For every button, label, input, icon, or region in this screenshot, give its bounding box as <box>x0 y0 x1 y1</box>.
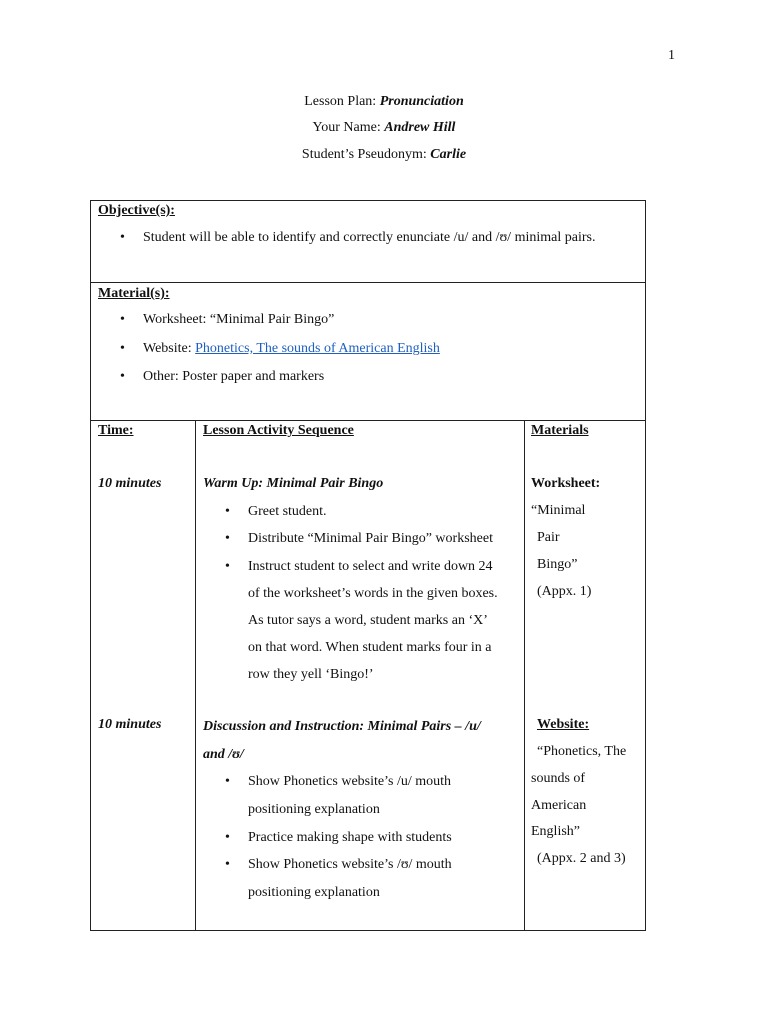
row2-materials-line: American <box>531 798 587 813</box>
row1-bullet-continued: row they yell ‘Bingo!’ <box>248 667 374 682</box>
row1-bullet-continued: on that word. When student marks four in a <box>248 640 492 655</box>
materials-heading: Material(s): <box>98 286 170 301</box>
row1-bullet: • Greet student. <box>248 503 327 521</box>
row2-bullet-continued: positioning explanation <box>248 885 380 900</box>
student-pseudonym: Student’s Pseudonym: Carlie <box>301 147 467 162</box>
row2-bullet: • Practice making shape with students <box>248 829 452 847</box>
row2-bullet: • Show Phonetics website’s /ʊ/ mouth <box>248 856 452 874</box>
row1-materials-line: “Minimal <box>531 503 586 518</box>
row2-materials-line: sounds of <box>531 771 586 786</box>
row1-time: 10 minutes <box>98 476 162 491</box>
materials-header: Materials <box>531 423 589 438</box>
objective-item: • Student will be able to identify and correctly enunciate /u/ and /ʊ/ minimal pairs. <box>143 229 595 247</box>
row2-materials-line: (Appx. 2 and 3) <box>537 851 626 866</box>
row2-title-continued: and /ʊ/ <box>203 747 244 762</box>
row2-materials-line: “Phonetics, The <box>537 744 627 759</box>
website-link[interactable]: Phonetics, The sounds of American English <box>195 341 440 356</box>
row2-materials-line: English” <box>531 824 580 839</box>
lesson-plan-title: Lesson Plan: Pronunciation <box>304 94 464 109</box>
row1-materials-line: (Appx. 1) <box>537 584 592 599</box>
row2-title: Discussion and Instruction: Minimal Pairs – /u/ <box>203 719 481 734</box>
row1-materials-line: Pair <box>537 530 560 545</box>
row1-bullet: • Distribute “Minimal Pair Bingo” worksheet <box>248 530 493 548</box>
sequence-header: Lesson Activity Sequence <box>203 423 354 438</box>
column-divider <box>195 420 196 931</box>
row2-bullet: • Show Phonetics website’s /u/ mouth <box>248 773 451 791</box>
row1-materials-heading: Worksheet: <box>531 476 601 491</box>
column-divider <box>524 420 525 931</box>
author-name: Your Name: Andrew Hill <box>312 120 456 135</box>
row2-bullet-continued: positioning explanation <box>248 802 380 817</box>
row1-bullet: • Instruct student to select and write down 24 <box>248 558 493 576</box>
time-header: Time: <box>98 423 134 438</box>
page-number: 1 <box>668 48 675 63</box>
materials-worksheet: • Worksheet: “Minimal Pair Bingo” <box>143 311 334 329</box>
row1-materials-line: Bingo” <box>537 557 578 572</box>
row2-time: 10 minutes <box>98 717 162 732</box>
materials-other: • Other: Poster paper and markers <box>143 368 324 386</box>
row1-bullet-continued: As tutor says a word, student marks an ‘X’ <box>248 613 488 628</box>
row1-title: Warm Up: Minimal Pair Bingo <box>203 476 384 491</box>
objectives-heading: Objective(s): <box>98 203 175 218</box>
materials-website: • Website: Phonetics, The sounds of American English <box>143 340 440 358</box>
row2-materials-heading: Website: <box>537 717 590 732</box>
row1-bullet-continued: of the worksheet’s words in the given boxes. <box>248 586 498 601</box>
